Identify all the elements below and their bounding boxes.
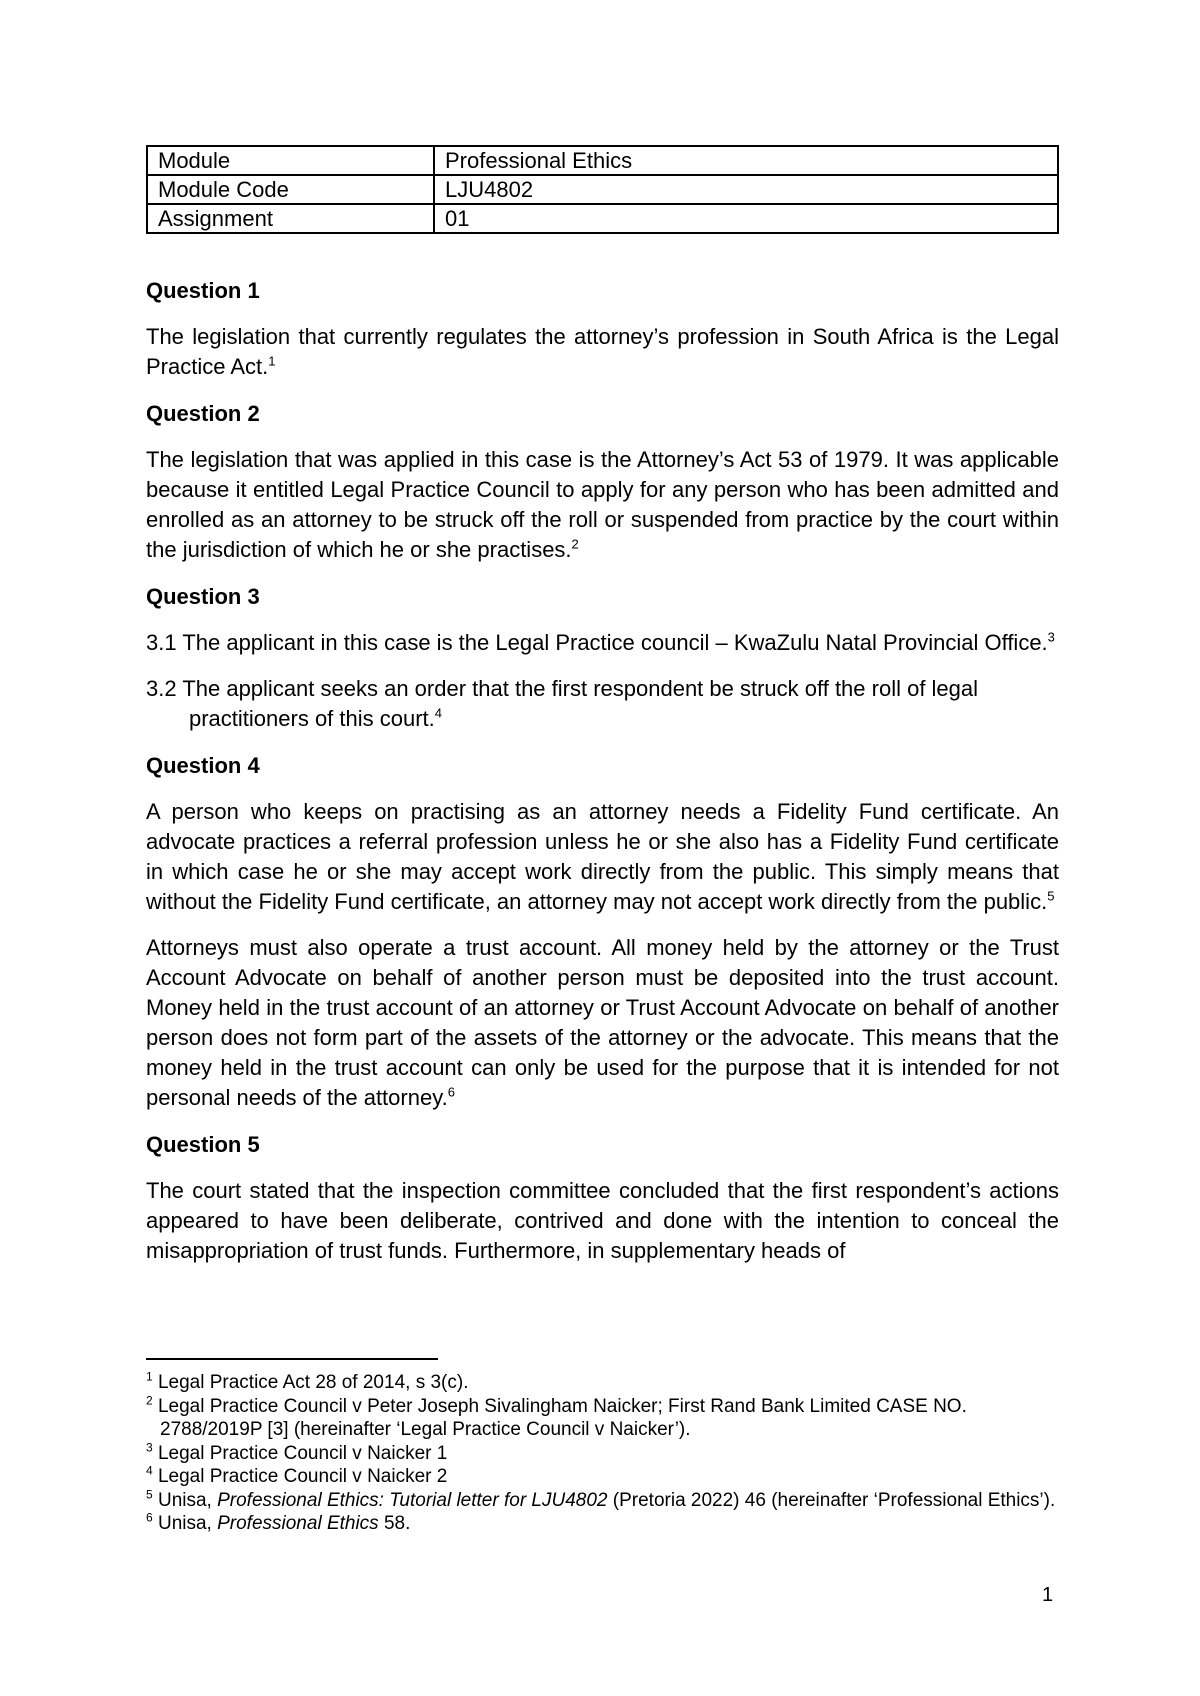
item-number: 3.1: [146, 630, 177, 655]
module-code-value: LJU4802: [434, 175, 1058, 204]
module-label: Module: [147, 146, 434, 175]
question-1-heading: Question 1: [146, 278, 260, 303]
footnote-3: [146, 1442, 1059, 1466]
module-info-table: [146, 145, 1059, 234]
footnote-title: Professional Ethics: [217, 1513, 379, 1534]
answer-text: A person who keeps on practising as an attorney needs a Fidelity Fund certificate. An advocate practices a referral profession unless he or she also has a Fidelity Fund certificate in which case he or she may accept work directly from the public. This simply means that without the Fidelity Fund certificate, an attorney may not accept work directly from the public.: [146, 799, 1059, 914]
question-1-answer: [146, 322, 1059, 382]
answer-text: The legislation that was applied in this case is the Attorney’s Act 53 of 1979. It was applicable because it entitled Legal Practice Council to apply for any person who has been admitted and enrolled as an attorney to be struck off the roll or suspended from practice by the court within the jurisdiction of which he or she practises.: [146, 447, 1059, 562]
assignment-value: 01: [434, 204, 1058, 233]
footnote-text: Legal Practice Act 28 of 2014, s 3(c).: [157, 1372, 469, 1393]
footnote-text: Legal Practice Council v Naicker 2: [157, 1466, 448, 1487]
answer-text: The applicant seeks an order that the first respondent be struck off the roll of legal practitioners of this court.: [182, 676, 979, 731]
footnote-4: [146, 1465, 1059, 1489]
footnote-6: [146, 1512, 1059, 1536]
question-3-heading: Question 3: [146, 584, 260, 609]
footnote-text: Legal Practice Council v Naicker 1: [157, 1442, 448, 1464]
footnote-text: Legal Practice Council v Peter Joseph Sivalingham Naicker; First Rand Bank Limited CASE NO. 2788/2019P [3] (hereinafter ‘Legal Practice Council v Naicker’).: [157, 1395, 967, 1440]
table-row: [147, 204, 1058, 233]
footnote-ref-6[interactable]: 6: [447, 1084, 455, 1100]
footnote-number: 2: [146, 1393, 153, 1408]
footnote-ref-1[interactable]: 1: [268, 353, 276, 369]
footnote-1: [146, 1371, 1059, 1395]
answer-3-2: [146, 674, 1059, 734]
footnote-text: 58.: [383, 1513, 411, 1534]
footnote-2: [146, 1395, 1059, 1442]
page-number: 1: [1042, 1584, 1054, 1606]
footnote-text: Unisa,: [157, 1513, 212, 1534]
footnote-ref-5[interactable]: 5: [1047, 888, 1055, 904]
footnote-ref-3[interactable]: 3: [1047, 629, 1055, 645]
footnote-number: 4: [146, 1463, 153, 1478]
answer-text: The applicant in this case is the Legal Practice council – KwaZulu Natal Provincial Office.: [182, 630, 1048, 655]
footnote-number: 3: [146, 1440, 153, 1455]
footnote-number: 1: [146, 1369, 153, 1384]
question-2-heading: Question 2: [146, 401, 260, 426]
footnote-title: Professional Ethics: Tutorial letter for LJU4802: [217, 1489, 608, 1511]
answer-3-1: [146, 628, 1059, 658]
item-number: 3.2: [146, 676, 177, 701]
footnote-ref-2[interactable]: 2: [571, 536, 579, 552]
assignment-label: Assignment: [147, 204, 434, 233]
footnote-number: 5: [146, 1487, 153, 1502]
answer-text: Attorneys must also operate a trust account. All money held by the attorney or the Trust Account Advocate on behalf of another person must be deposited into the trust account. Money held in the trust account of an attorney or Trust Account Advocate on behalf of another person does not form part of the assets of the attorney or the advocate. This means that the money held in the trust account can only be used for the purpose that it is intended for not personal needs of the attorney.: [146, 935, 1059, 1110]
table-row: [147, 175, 1058, 204]
footnote-text: (Pretoria 2022) 46 (hereinafter ‘Professional Ethics’).: [612, 1489, 1056, 1511]
question-4-paragraph-1: [146, 797, 1059, 917]
answer-text: The legislation that currently regulates the attorney’s profession in South Africa is the Legal Practice Act.: [146, 324, 1059, 379]
footnote-5: [146, 1489, 1059, 1513]
question-4-paragraph-2: [146, 933, 1059, 1113]
question-2-answer: [146, 445, 1059, 565]
module-code-label: Module Code: [147, 175, 434, 204]
footnote-ref-4[interactable]: 4: [434, 705, 443, 721]
footnote-text: Unisa,: [157, 1489, 212, 1511]
footnote-number: 6: [146, 1510, 153, 1525]
footnotes: [146, 1371, 1059, 1536]
module-value: Professional Ethics: [434, 146, 1058, 175]
question-4-heading: Question 4: [146, 753, 260, 778]
question-5-answer: The court stated that the inspection committee concluded that the first respondent’s actions appeared to have been deliberate, contrived and done with the intention to conceal the misappropriation of trust funds. Furthermore, in supplementary heads of: [146, 1178, 1059, 1263]
question-5-heading: Question 5: [146, 1132, 260, 1157]
footnote-divider: [146, 1358, 438, 1360]
document-body: [146, 145, 1059, 1266]
table-row: [147, 146, 1058, 175]
